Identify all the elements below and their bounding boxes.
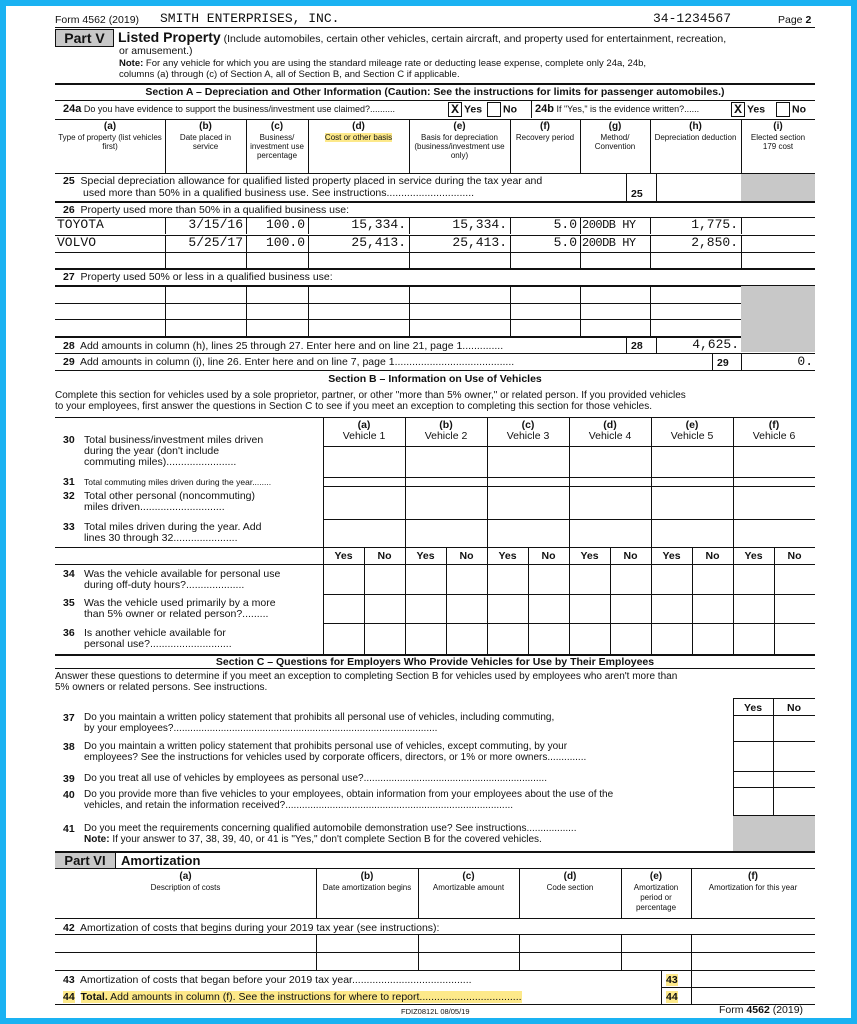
column-description: Recovery period: [515, 133, 575, 142]
line-28-value[interactable]: 4,625.: [692, 337, 739, 352]
table-cell[interactable]: 1,775.: [691, 217, 738, 232]
divider: [621, 869, 622, 918]
divider: [651, 418, 652, 654]
divider: [510, 235, 511, 252]
divider: [741, 235, 742, 252]
line-28-box-num: 28: [631, 340, 643, 352]
divider: [580, 235, 581, 252]
yes-label: Yes: [747, 103, 766, 116]
q24b-yes-checkbox[interactable]: X: [731, 102, 745, 117]
table-cell[interactable]: 15,334.: [351, 217, 406, 232]
footer-form-prefix: Form: [719, 1004, 744, 1016]
question-40-text: Do you provide more than five vehicles to your employees, obtain information from your employees about the use of the: [84, 789, 614, 800]
divider: [519, 935, 520, 970]
divider: [55, 970, 815, 971]
vehicle-name: Vehicle 2: [424, 430, 468, 442]
column-letter: (i): [773, 121, 783, 132]
table-cell[interactable]: TOYOTA: [57, 217, 104, 232]
line-26-text: Property used more than 50% in a qualified business use:: [80, 204, 350, 216]
divider: [733, 771, 815, 772]
divider: [580, 120, 581, 173]
section-b-title: Section B – Information on Use of Vehicles: [328, 373, 542, 385]
line-25-text-2: used more than 50% in a qualified business use. See instructions..............................: [83, 187, 475, 199]
part-v-subtitle-2: or amusement.): [119, 45, 193, 57]
divider: [621, 935, 622, 970]
footer-code: FDIZ0812L 08/05/19: [401, 1007, 470, 1016]
column-description: Amortization period or percentage: [633, 883, 679, 912]
divider: [661, 970, 662, 1004]
divider: [446, 547, 447, 654]
divider: [510, 303, 511, 320]
divider: [409, 235, 410, 252]
divider: [165, 120, 166, 173]
divider: [733, 418, 734, 654]
divider: [650, 120, 651, 173]
footer-form: [719, 1004, 803, 1016]
divider: [409, 303, 410, 320]
q24b-answers: [729, 102, 806, 117]
line-number: 32: [63, 490, 75, 502]
divider: [691, 970, 692, 1004]
column-letter: (a): [103, 121, 117, 132]
section-c-intro: Answer these questions to determine if you meet an exception to completing Section B for vehicles used by employees who aren't more than: [55, 671, 678, 682]
divider: [733, 787, 815, 788]
table-cell[interactable]: 25,413.: [452, 235, 507, 250]
note-text: For any vehicle for which you are using the standard mileage rate or deducting lease expense, complete only 24a, 24b,: [145, 58, 647, 69]
q24a-text: Do you have evidence to support the business/investment use claimed?..........: [83, 104, 396, 114]
table-cell[interactable]: 200DB HY: [582, 218, 636, 232]
divider: [741, 120, 742, 173]
line-26-num: 26: [63, 204, 75, 216]
yes-header: Yes: [662, 550, 681, 562]
no-header: No: [459, 550, 474, 562]
column-letter: (c): [270, 121, 284, 132]
column-description: Code section: [546, 883, 594, 892]
part-v-title: Listed Property: [118, 29, 221, 45]
line-number: 40: [63, 789, 75, 801]
question-34-text: during off-duty hours?....................: [84, 579, 245, 591]
note-text: If your answer to 37, 38, 39, 40, or 41 is "Yes," don't complete Section B for the covered vehicles.: [112, 834, 542, 845]
question-37-text: by your employees?...............................................................................................: [84, 723, 438, 734]
divider: [405, 418, 406, 654]
vehicle-letter: (b): [439, 419, 453, 431]
q24a-answers: [446, 102, 517, 117]
divider: [691, 935, 692, 970]
vehicle-letter: (a): [357, 419, 371, 431]
question-34-text: Was the vehicle available for personal use: [84, 568, 281, 580]
section-c-title: Section C – Questions for Employers Who Provide Vehicles for Use by Their Employees: [215, 656, 655, 668]
question-36-text: Is another vehicle available for: [84, 627, 226, 639]
table-cell[interactable]: 2,850.: [691, 235, 738, 250]
vehicle-letter: (c): [521, 419, 535, 431]
column-description: Elected section 179 cost: [750, 133, 806, 151]
page-number: [778, 14, 811, 26]
divider: [308, 235, 309, 252]
divider: [741, 252, 742, 269]
q24a-num: 24a: [63, 103, 82, 115]
no-header: No: [541, 550, 556, 562]
line-25-box-num: 25: [631, 188, 643, 200]
column-letter: (b): [360, 871, 374, 882]
divider: [165, 235, 166, 252]
divider: [316, 935, 317, 970]
line-25-text: Special depreciation allowance for qualified listed property placed in service during the tax year and: [80, 175, 543, 187]
divider: [246, 235, 247, 252]
line-29-num: 29: [63, 356, 75, 368]
part-v-note-2: columns (a) through (c) of Section A, all of Section B, and Section C if applicable.: [119, 69, 460, 80]
divider: [409, 252, 410, 269]
divider: [364, 547, 365, 654]
table-cell[interactable]: 15,334.: [452, 217, 507, 232]
table-cell[interactable]: 100.0: [265, 217, 305, 232]
divider: [409, 217, 410, 234]
no-label: No: [503, 103, 518, 116]
question-30-text: commuting miles)........................: [84, 456, 237, 468]
column-letter: (b): [199, 121, 212, 132]
divider: [650, 319, 651, 336]
divider: [246, 217, 247, 234]
divider: [691, 869, 692, 918]
q24b-text: If "Yes," is the evidence written?......: [556, 104, 700, 114]
column-letter: (e): [453, 121, 466, 132]
line-number: 35: [63, 597, 75, 609]
form-id: Form 4562 (2019): [55, 14, 140, 26]
divider: [409, 120, 410, 173]
question-32-text: miles driven.............................: [84, 501, 225, 513]
divider: [569, 418, 570, 654]
table-cell[interactable]: 200DB HY: [582, 236, 636, 250]
divider: [323, 594, 815, 595]
column-letter: (f): [748, 871, 758, 882]
question-32-text: Total other personal (noncommuting): [84, 490, 256, 502]
line-27-num: 27: [63, 271, 75, 283]
column-letter: (e): [649, 871, 663, 882]
column-description: Date amortization begins: [322, 883, 412, 892]
vehicle-name: Vehicle 3: [506, 430, 550, 442]
yes-header: Yes: [334, 550, 353, 562]
divider: [528, 547, 529, 654]
part-vi-title: Amortization: [121, 853, 201, 868]
line-number: 39: [63, 773, 75, 785]
question-38-text: Do you maintain a written policy statement that prohibits personal use of vehicles, except commuting, by your: [84, 741, 568, 752]
column-description: Depreciation deduction: [654, 133, 737, 142]
cost-basis-label: Cost or other basis: [324, 133, 393, 142]
question-24b: [535, 103, 699, 115]
column-letter: (h): [689, 121, 702, 132]
vehicle-letter: (e): [685, 419, 699, 431]
vehicle-name: Vehicle 1: [342, 430, 386, 442]
divider: [323, 477, 815, 478]
divider: [510, 252, 511, 269]
divider: [323, 446, 815, 447]
divider: [308, 286, 309, 303]
divider: [55, 547, 815, 548]
divider: [246, 286, 247, 303]
line-26: [63, 204, 349, 216]
ein: 34-1234567: [653, 11, 732, 26]
divider: [418, 935, 419, 970]
question-41-text: Do you meet the requirements concerning qualified automobile demonstration use? See instructions..................: [84, 823, 577, 834]
column-letter: (f): [540, 121, 550, 132]
column-description: Date placed in service: [179, 133, 232, 151]
divider: [308, 217, 309, 234]
divider: [165, 286, 166, 303]
table-cell[interactable]: 100.0: [265, 235, 305, 250]
column-description: [311, 133, 406, 142]
divider: [650, 303, 651, 320]
line-43-box-num: 43: [666, 974, 678, 986]
divider: [510, 217, 511, 234]
line-44-num: 44: [63, 991, 75, 1003]
vehicle-letter: (d): [603, 419, 617, 431]
page-num: 2: [805, 14, 812, 26]
no-label: No: [792, 103, 807, 116]
question-30-text: during the year (don't include: [84, 445, 220, 457]
divider: [580, 252, 581, 269]
table-cell[interactable]: 5/25/17: [188, 235, 243, 250]
divider: [323, 418, 324, 654]
divider: [580, 217, 581, 234]
table-cell[interactable]: 5.0: [553, 235, 577, 250]
divider: [661, 987, 815, 988]
column-description: Basis for depreciation (business/investment use only): [414, 133, 505, 160]
divider: [733, 715, 815, 716]
divider: [580, 286, 581, 303]
q24b-no-checkbox[interactable]: [776, 102, 790, 117]
divider: [650, 217, 651, 234]
table-cell[interactable]: 25,413.: [351, 235, 406, 250]
divider: [323, 519, 815, 520]
divider: [510, 286, 511, 303]
line-42: [63, 922, 439, 934]
divider: [733, 741, 815, 742]
question-37-text: Do you maintain a written policy statement that prohibits all personal use of vehicles, including commuting,: [84, 712, 555, 723]
question-39-text: Do you treat all use of vehicles by employees as personal use?..................................................................: [84, 773, 547, 784]
divider: [55, 303, 741, 304]
column-letter: (g): [608, 121, 622, 132]
yes-header: Yes: [498, 550, 517, 562]
question-35-text: than 5% owner or related person?.........: [84, 608, 269, 620]
question-35-text: Was the vehicle used primarily by a more: [84, 597, 276, 609]
divider: [323, 623, 815, 624]
line-29-text: Add amounts in column (i), line 26. Enter here and on line 7, page 1.........................................: [79, 356, 515, 368]
column-letter: (d): [352, 121, 365, 132]
line-44: [63, 991, 522, 1003]
column-letter: (d): [563, 871, 577, 882]
divider: [308, 303, 309, 320]
column-description: Description of costs: [150, 883, 221, 892]
table-cell[interactable]: 3/15/16: [188, 217, 243, 232]
divider: [55, 934, 815, 935]
divider: [55, 252, 815, 253]
line-27: [63, 271, 333, 283]
note-label: Note:: [119, 58, 144, 69]
line-number: 37: [63, 712, 75, 724]
divider: [323, 486, 815, 487]
line-29: [63, 356, 514, 368]
divider: [692, 547, 693, 654]
line-43: [63, 974, 472, 986]
question-31-text: Total commuting miles driven during the year........: [84, 477, 272, 487]
question-36-text: personal use?............................: [84, 638, 232, 650]
line-number: 34: [63, 568, 75, 580]
company-name: SMITH ENTERPRISES, INC.: [160, 11, 340, 26]
section-b-intro-2: to your employees, first answer the questions in Section C to see if you meet an exception to completing this section for those vehicles.: [55, 401, 652, 412]
divider: [733, 698, 815, 699]
divider: [55, 952, 815, 953]
divider: [246, 319, 247, 336]
divider: [610, 547, 611, 654]
line-number: 31: [63, 476, 75, 488]
divider: [418, 869, 419, 918]
divider: [487, 418, 488, 654]
divider: [580, 303, 581, 320]
divider: [55, 918, 815, 919]
question-24a: [63, 103, 395, 115]
no-header: No: [623, 550, 638, 562]
no-header: No: [705, 550, 720, 562]
divider: [510, 319, 511, 336]
divider: [510, 120, 511, 173]
no-header: No: [787, 702, 801, 714]
divider: [165, 252, 166, 269]
question-33-text: lines 30 through 32......................: [84, 532, 238, 544]
divider: [650, 235, 651, 252]
column-description: Method/ Convention: [594, 133, 636, 151]
line-29-value[interactable]: 0.: [797, 354, 813, 369]
divider: [308, 252, 309, 269]
column-description: Business/ investment use percentage: [250, 133, 304, 160]
section-c-note: [84, 834, 542, 846]
line-28-text: Add amounts in column (h), lines 25 through 27. Enter here and on line 21, page 1..............: [79, 340, 504, 352]
shaded-cell: [733, 816, 815, 851]
line-number: 33: [63, 521, 75, 533]
line-28-num: 28: [63, 340, 75, 352]
footer-form-year: (2019): [772, 1004, 804, 1016]
part-v-label: Part V: [55, 29, 114, 47]
line-25-num: 25: [63, 175, 75, 187]
divider: [650, 286, 651, 303]
no-header: No: [377, 550, 392, 562]
footer-form-num: 4562: [746, 1004, 770, 1016]
column-letter: (c): [462, 871, 475, 882]
divider: [519, 869, 520, 918]
yes-header: Yes: [580, 550, 599, 562]
divider: [165, 319, 166, 336]
divider: [55, 286, 741, 287]
divider: [316, 869, 317, 918]
divider: [741, 217, 742, 234]
line-number: 41: [63, 823, 75, 835]
table-cell[interactable]: VOLVO: [57, 235, 97, 250]
form-page: [6, 6, 851, 1018]
q24a-no-checkbox[interactable]: [487, 102, 501, 117]
divider: [650, 252, 651, 269]
line-44-text: Add amounts in column (f). See the instructions for where to report...................................: [110, 991, 522, 1003]
divider: [55, 564, 815, 565]
yes-header: Yes: [744, 550, 763, 562]
section-c-intro-2: 5% owners or related persons. See instructions.: [55, 682, 268, 693]
section-a-title: Section A – Depreciation and Other Information (Caution: See the instructions for limits for passenger automobiles.): [145, 86, 725, 98]
part-v-subtitle: (Include automobiles, certain other vehicles, certain aircraft, and property used for entertainment, recreation,: [223, 33, 727, 45]
line-44-bold: Total.: [80, 991, 108, 1003]
q24b-num: 24b: [535, 103, 554, 115]
line-44-box-num: 44: [666, 991, 678, 1003]
line-number: 36: [63, 627, 75, 639]
divider: [308, 319, 309, 336]
yes-header: Yes: [743, 702, 763, 714]
divider: [409, 286, 410, 303]
divider: [55, 1004, 815, 1005]
question-38-text: employees? See the instructions for vehicles used by corporate officers, directors, or 1% or more owners..............: [84, 752, 587, 763]
divider: [246, 252, 247, 269]
divider: [246, 303, 247, 320]
vehicle-name: Vehicle 5: [670, 430, 714, 442]
divider: [774, 547, 775, 654]
column-description: Amortization for this year: [708, 883, 798, 892]
page-label: Page: [778, 14, 803, 26]
part-vi-label: Part VI: [55, 853, 116, 868]
table-cell[interactable]: 5.0: [553, 217, 577, 232]
line-29-box-num: 29: [717, 357, 729, 369]
column-letter: (a): [179, 871, 192, 882]
line-42-num: 42: [63, 922, 75, 934]
yes-header: Yes: [416, 550, 435, 562]
line-25: [63, 175, 542, 187]
section-b-intro: Complete this section for vehicles used by a sole proprietor, partner, or other "more than 5% owner," or related person. If you provided vehicles: [55, 390, 686, 401]
divider: [409, 319, 410, 336]
vehicle-letter: (f): [768, 419, 780, 431]
line-27-text: Property used 50% or less in a qualified business use:: [80, 271, 333, 283]
divider: [308, 120, 309, 173]
column-description: Amortizable amount: [432, 883, 505, 892]
yes-label: Yes: [464, 103, 483, 116]
vehicle-name: Vehicle 4: [588, 430, 632, 442]
q24a-yes-checkbox[interactable]: X: [448, 102, 462, 117]
divider: [246, 120, 247, 173]
divider: [165, 217, 166, 234]
vehicle-name: Vehicle 6: [752, 430, 796, 442]
line-43-num: 43: [63, 974, 75, 986]
note-label: Note:: [84, 834, 110, 845]
divider: [165, 303, 166, 320]
line-42-text: Amortization of costs that begins during your 2019 tax year (see instructions):: [79, 922, 440, 934]
divider: [55, 319, 741, 320]
line-43-text: Amortization of costs that began before your 2019 tax year.........................................: [79, 974, 472, 986]
divider: [580, 319, 581, 336]
line-28: [63, 340, 503, 352]
line-number: 30: [63, 434, 75, 446]
question-33-text: Total miles driven during the year. Add: [84, 521, 262, 533]
line-number: 38: [63, 741, 75, 753]
question-40-text: vehicles, and retain the information received?..................................................................................: [84, 800, 514, 811]
column-description: Type of property (list vehicles first): [58, 133, 162, 151]
no-header: No: [787, 550, 802, 562]
question-30-text: Total business/investment miles driven: [84, 434, 264, 446]
